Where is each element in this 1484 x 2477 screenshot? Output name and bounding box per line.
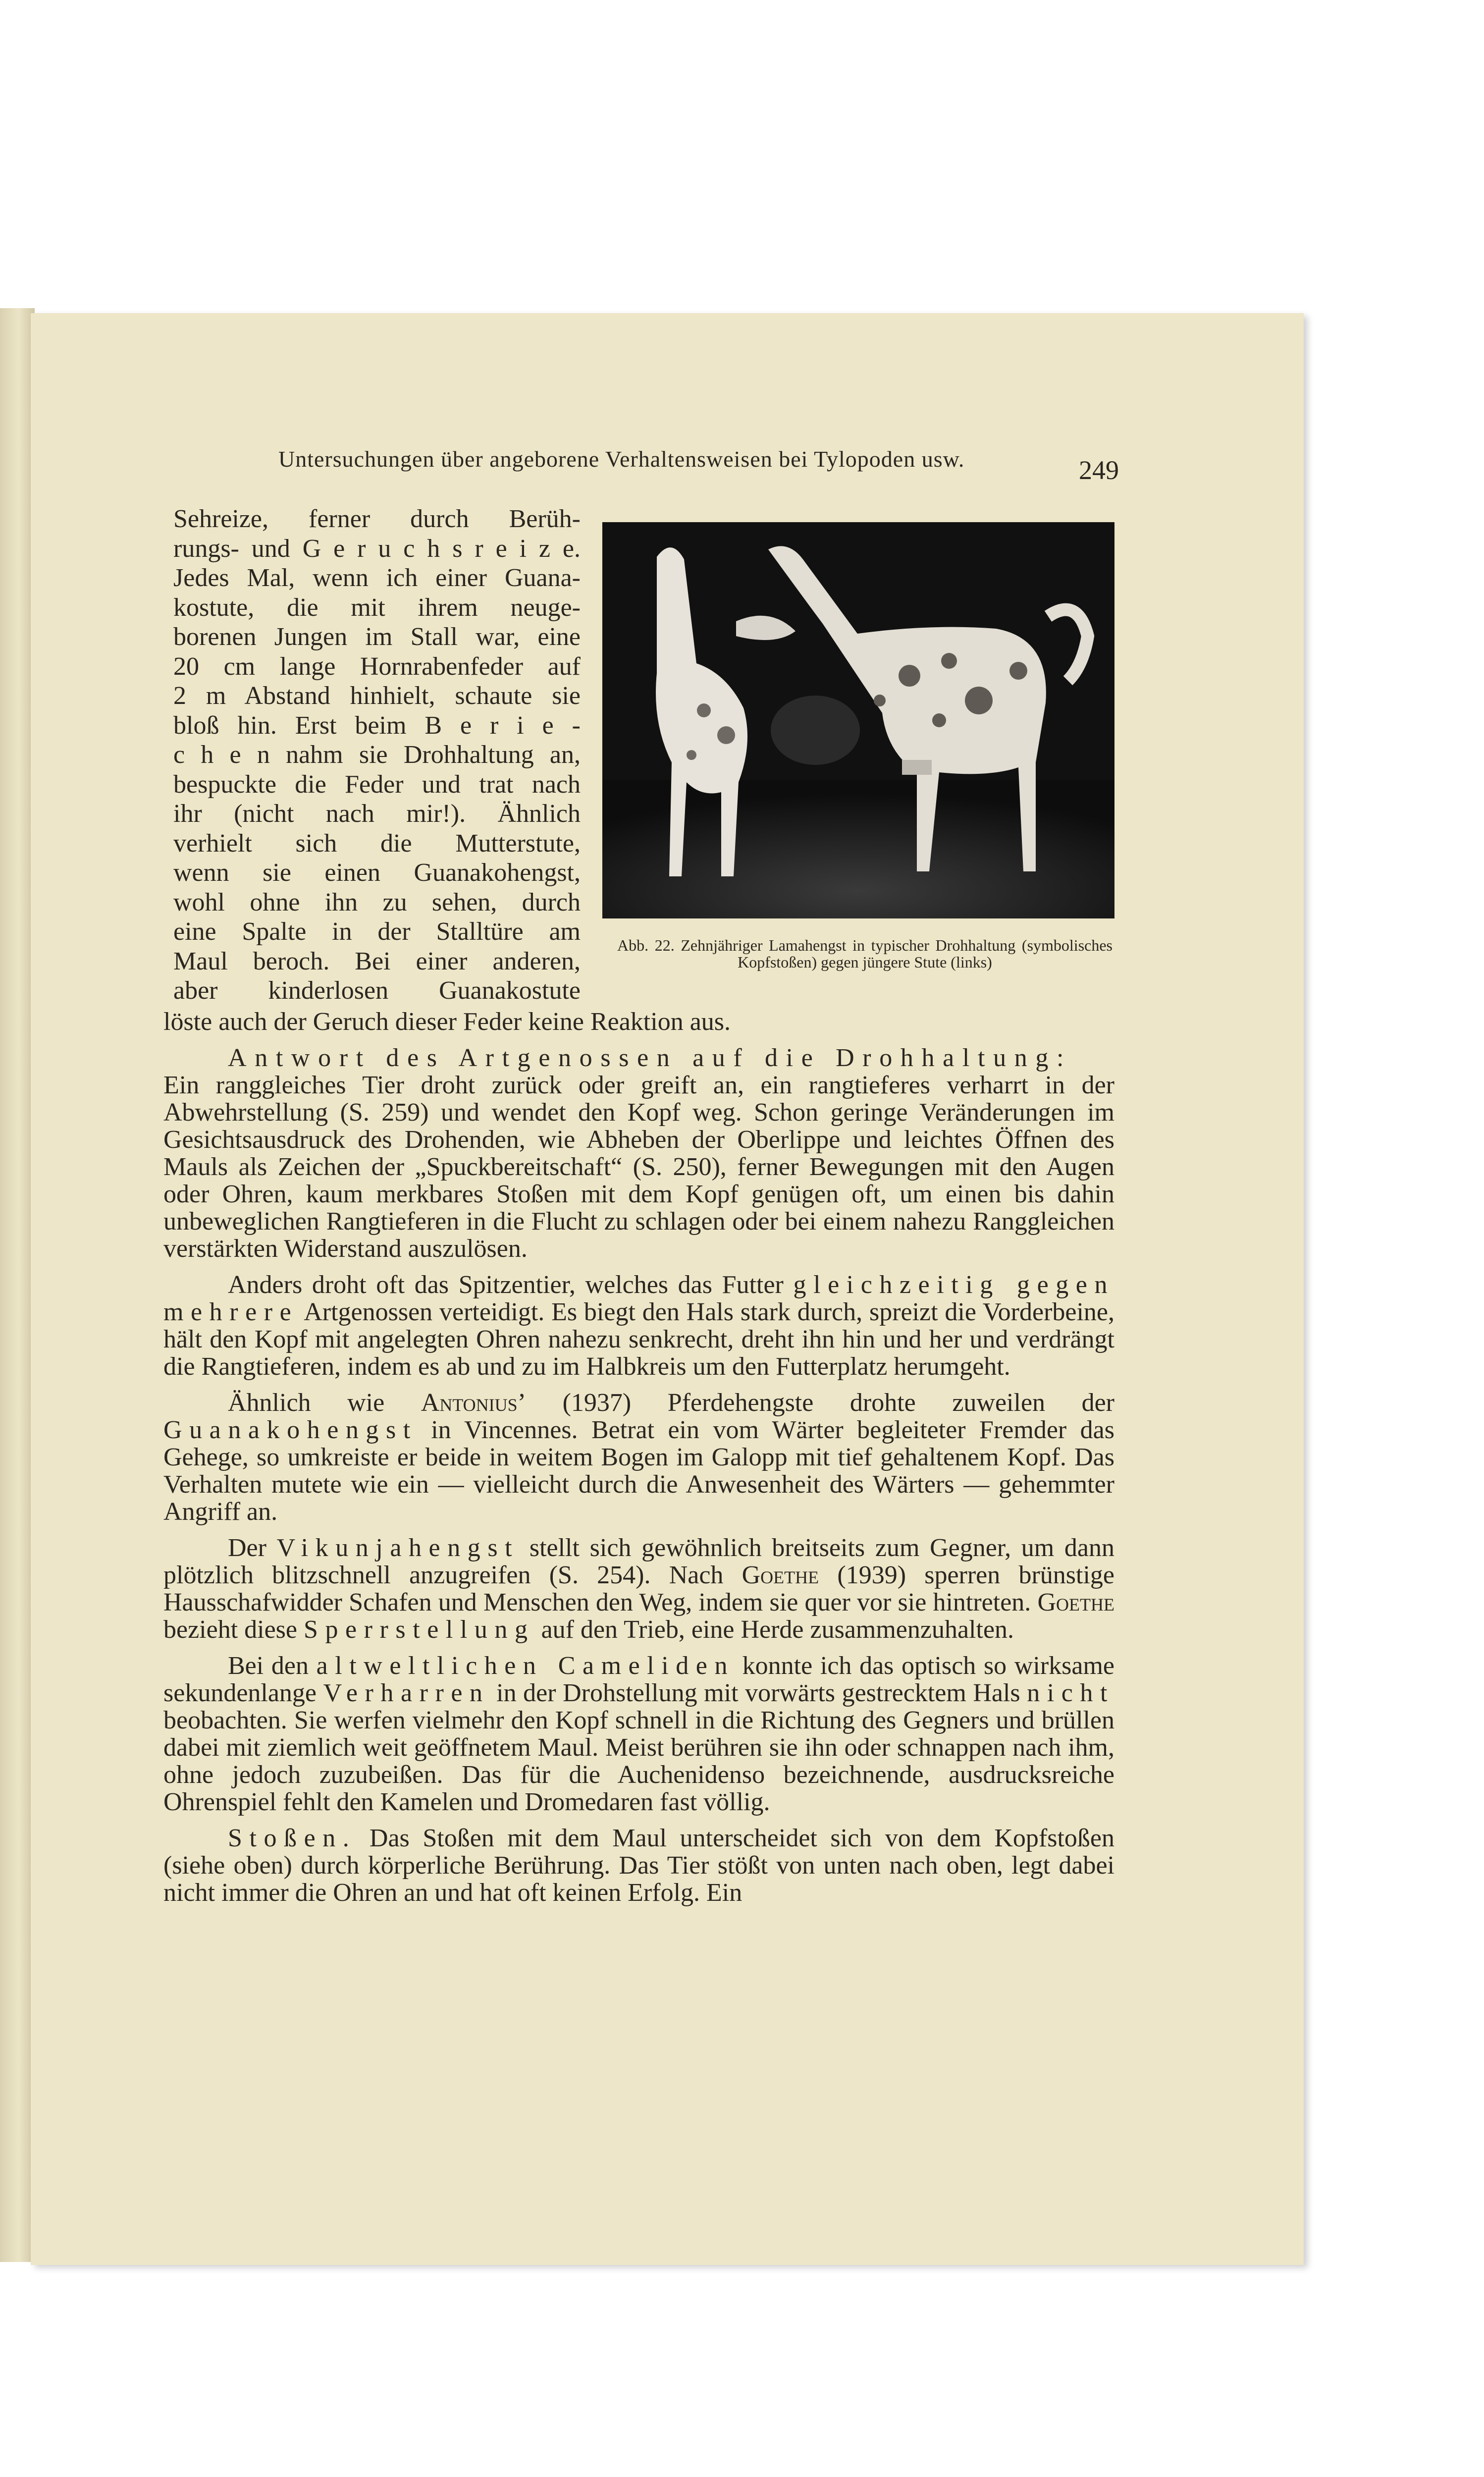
text-line: 2 m Abstand hinhielt, schaute sie [173, 682, 581, 710]
body-text [163, 1008, 1114, 1915]
paragraph: Anders droht oft das Spitzentier, welches das Futter gleichzeitig gegen mehrere Artgenossen verteidigt. Es biegt den Hals stark durch, spreizt die Vorderbeine, hält den Kopf mit angelegten Ohren nahezu senkrecht, dreht ihn hin und her und verdrängt die Rangtieferen, indem es ab und zu im Halbkreis um den Futterplatz herumgeht. [163, 1271, 1115, 1381]
text-line: Maul beroch. Bei einer anderen, [173, 947, 581, 975]
section-heading: Stoßen. [228, 1824, 357, 1852]
text-line: borenen Jungen im Stall war, eine [173, 623, 581, 651]
paragraph: Antwort des Artgenossen auf die Drohhaltung: Ein ranggleiches Tier droht zurück oder greift an, ein rangtieferes verharrt in der Abwehrstellung (S. 259) und wendet den Kopf weg. Schon geringe Veränderungen im Gesichtsausdruck des Drohenden, wie Abheben der Oberlippe und leichtes Öffnen des Mauls als Zeichen der „Spuckbereitschaft“ (S. 250), ferner Bewegungen mit den Augen oder Ohren, kaum merkbares Stoßen mit dem Kopf genügen oft, um einen bis dahin unbeweglichen Rangtieferen in die Flucht zu schlagen oder bei einem nahezu Ranggleichen verstärkten Widerstand auszulösen. [163, 1044, 1114, 1263]
text-line: ihr (nicht nach mir!). Ähnlich [173, 800, 581, 828]
llama-photo-icon [602, 522, 1114, 918]
paragraph: Ähnlich wie Antonius’ (1937) Pferdehengste drohte zuweilen der Guanakohengst in Vincennes. Betrat ein vom Wärter begleiteter Fremder das Gehege, so umkreiste er beide in weitem Bogen im Galopp mit tief gehaltenem Kopf. Das Verhalten mutete wie ein — vielleicht durch die Anwesenheit des Wärters — gehemmter Angriff an. [163, 1389, 1114, 1526]
text-line: bloß hin. Erst beim B e r i e - [173, 711, 581, 740]
text-line: verhielt sich die Mutterstute, [173, 829, 581, 858]
text-line: wohl ohne ihn zu sehen, durch [173, 888, 581, 916]
section-heading: Antwort des Artgenossen auf die Drohhaltung: [228, 1044, 1072, 1072]
text-line: kostute, die mit ihrem neuge- [173, 593, 581, 622]
previous-page-edge [0, 308, 35, 2262]
author-name: Goethe [742, 1561, 819, 1589]
text-line: Jedes Mal, wenn ich einer Guana- [173, 564, 581, 592]
paragraph: Stoßen. Das Stoßen mit dem Maul unterscheidet sich von dem Kopfstoßen (siehe oben) durch körperliche Berührung. Das Tier stößt von unten nach oben, legt dabei nicht immer die Ohren an und hat oft keinen Erfolg. Ein [163, 1824, 1114, 1907]
text-line: 20 cm lange Hornrabenfeder auf [173, 652, 581, 681]
text-line: Sehreize, ferner durch Berüh- [173, 505, 581, 533]
paragraph: Der Vikunjahengst stellt sich gewöhnlich breitseits zum Gegner, um dann plötzlich blitzschnell anzugreifen (S. 254). Nach Goethe (1939) sperren brünstige Hausschafwidder Schafen und Menschen den Weg, indem sie quer vor sie hintreten. Goethe bezieht diese Sperrstellung auf den Trieb, eine Herde zusammenzuhalten. [163, 1534, 1115, 1644]
figure-photo [602, 522, 1114, 918]
text-line: bespuckte die Feder und trat nach [173, 770, 581, 799]
author-name: Antonius’ [421, 1389, 526, 1417]
page-number: 249 [1079, 455, 1119, 485]
text-line: aber kinderlosen Guanakostute [173, 976, 581, 1005]
figure-caption: Abb. 22. Zehnjähriger Lamahengst in typischer Drohhaltung (symbolisches Kopfstoßen) gegen jüngere Stute (links) [617, 936, 1113, 971]
text-beside-figure [173, 504, 581, 1006]
paragraph: Bei den altweltlichen Cameliden konnte ich das optisch so wirksame sekundenlange Verharren in der Drohstellung mit vorwärts gestrecktem Hals nicht beobachten. Sie werfen vielmehr den Kopf schnell in die Richtung des Gegners und brüllen dabei mit ziemlich weit geöffnetem Maul. Meist berühren sie ihn oder schnappen nach ihm, ohne jedoch zuzubeißen. Das für die Auchenidenso bezeichnende, ausdrucksreiche Ohrenspiel fehlt den Kamelen und Dromedaren fast völlig. [163, 1652, 1115, 1816]
text-line: wenn sie einen Guanakohengst, [173, 859, 581, 887]
text-line: rungs- und G e r u c h s r e i z e. [173, 534, 581, 563]
author-name: Goethe [1037, 1588, 1114, 1616]
paragraph: löste auch der Geruch dieser Feder keine Reaktion aus. [163, 1008, 731, 1036]
text-line: c h e n nahm sie Drohhaltung an, [173, 741, 581, 769]
running-head: Untersuchungen über angeborene Verhaltensweisen bei Tylopoden usw. [278, 446, 965, 472]
text-line: eine Spalte in der Stalltüre am [173, 917, 581, 946]
